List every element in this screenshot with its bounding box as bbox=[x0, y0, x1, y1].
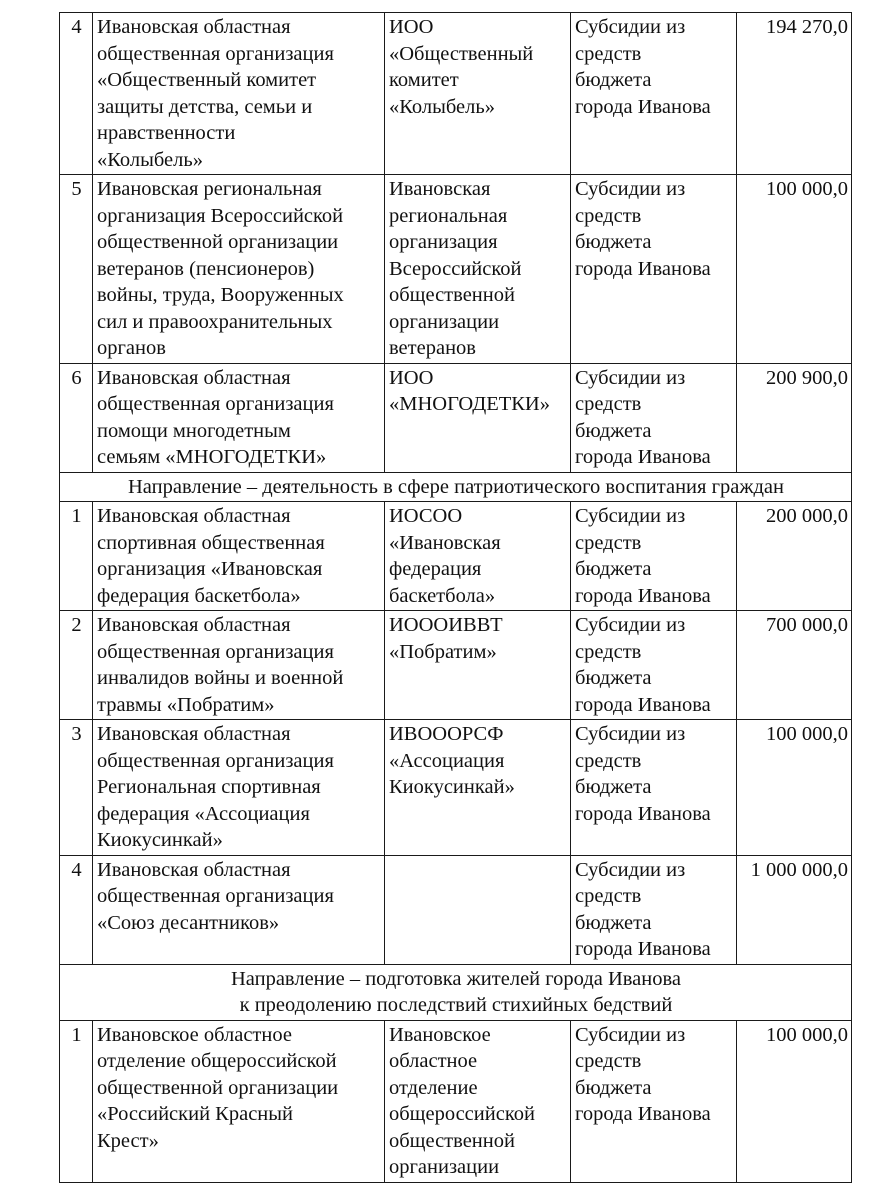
row-number: 3 bbox=[60, 720, 93, 856]
funding-amount: 700 000,0 bbox=[737, 611, 852, 720]
table-row bbox=[60, 502, 852, 611]
section-row bbox=[60, 472, 852, 502]
table-row bbox=[60, 13, 852, 175]
organization-name: Ивановская областная общественная организация инвалидов войны и военной травмы «Побратим» bbox=[93, 611, 385, 720]
funding-amount: 100 000,0 bbox=[737, 720, 852, 856]
funding-source: Субсидии из средств бюджета города Иванова bbox=[571, 175, 737, 364]
organizations-table bbox=[59, 12, 852, 1183]
section-heading: Направление – деятельность в сфере патриотического воспитания граждан bbox=[60, 472, 852, 502]
funding-source: Субсидии из средств бюджета города Иванова bbox=[571, 363, 737, 472]
organization-short-name: ИОО «Общественный комитет «Колыбель» bbox=[385, 13, 571, 175]
section-heading: Направление – подготовка жителей города Иванова к преодолению последствий стихийных бедствий bbox=[60, 964, 852, 1020]
row-number: 6 bbox=[60, 363, 93, 472]
organization-short-name: Ивановская региональная организация Всероссийской общественной организации ветеранов bbox=[385, 175, 571, 364]
organization-short-name: ИОООИВВТ «Побратим» bbox=[385, 611, 571, 720]
row-number: 2 bbox=[60, 611, 93, 720]
row-number: 4 bbox=[60, 13, 93, 175]
organization-short-name: ИОСОО «Ивановская федерация баскетбола» bbox=[385, 502, 571, 611]
funding-amount: 200 900,0 bbox=[737, 363, 852, 472]
funding-source: Субсидии из средств бюджета города Иванова bbox=[571, 855, 737, 964]
funding-source: Субсидии из средств бюджета города Иванова bbox=[571, 13, 737, 175]
organization-short-name bbox=[385, 855, 571, 964]
funding-amount: 194 270,0 bbox=[737, 13, 852, 175]
funding-source: Субсидии из средств бюджета города Иванова bbox=[571, 611, 737, 720]
table-row bbox=[60, 1020, 852, 1182]
funding-amount: 200 000,0 bbox=[737, 502, 852, 611]
funding-amount: 100 000,0 bbox=[737, 175, 852, 364]
organization-name: Ивановская областная общественная организация Региональная спортивная федерация «Ассоциация Киокусинкай» bbox=[93, 720, 385, 856]
row-number: 1 bbox=[60, 502, 93, 611]
organization-short-name: ИВОООРСФ «Ассоциация Киокусинкай» bbox=[385, 720, 571, 856]
funding-source: Субсидии из средств бюджета города Иванова bbox=[571, 1020, 737, 1182]
funding-source: Субсидии из средств бюджета города Иванова bbox=[571, 720, 737, 856]
organization-name: Ивановская областная общественная организация «Общественный комитет защиты детства, семьи и нравственности «Колыбель» bbox=[93, 13, 385, 175]
organization-name: Ивановская областная спортивная общественная организация «Ивановская федерация баскетбола» bbox=[93, 502, 385, 611]
funding-amount: 100 000,0 bbox=[737, 1020, 852, 1182]
row-number: 1 bbox=[60, 1020, 93, 1182]
table-row bbox=[60, 855, 852, 964]
funding-source: Субсидии из средств бюджета города Иванова bbox=[571, 502, 737, 611]
organization-name: Ивановская областная общественная организация «Союз десантников» bbox=[93, 855, 385, 964]
organization-name: Ивановское областное отделение общероссийской общественной организации «Российский Красный Крест» bbox=[93, 1020, 385, 1182]
table-row bbox=[60, 175, 852, 364]
table-row bbox=[60, 611, 852, 720]
table-row bbox=[60, 363, 852, 472]
row-number: 5 bbox=[60, 175, 93, 364]
section-row bbox=[60, 964, 852, 1020]
funding-amount: 1 000 000,0 bbox=[737, 855, 852, 964]
organization-short-name: Ивановское областное отделение общероссийской общественной организации bbox=[385, 1020, 571, 1182]
organization-name: Ивановская региональная организация Всероссийской общественной организации ветеранов (пенсионеров) войны, труда, Вооруженных сил и правоохранительных органов bbox=[93, 175, 385, 364]
organization-short-name: ИОО «МНОГОДЕТКИ» bbox=[385, 363, 571, 472]
table-row bbox=[60, 720, 852, 856]
organization-name: Ивановская областная общественная организация помощи многодетным семьям «МНОГОДЕТКИ» bbox=[93, 363, 385, 472]
row-number: 4 bbox=[60, 855, 93, 964]
